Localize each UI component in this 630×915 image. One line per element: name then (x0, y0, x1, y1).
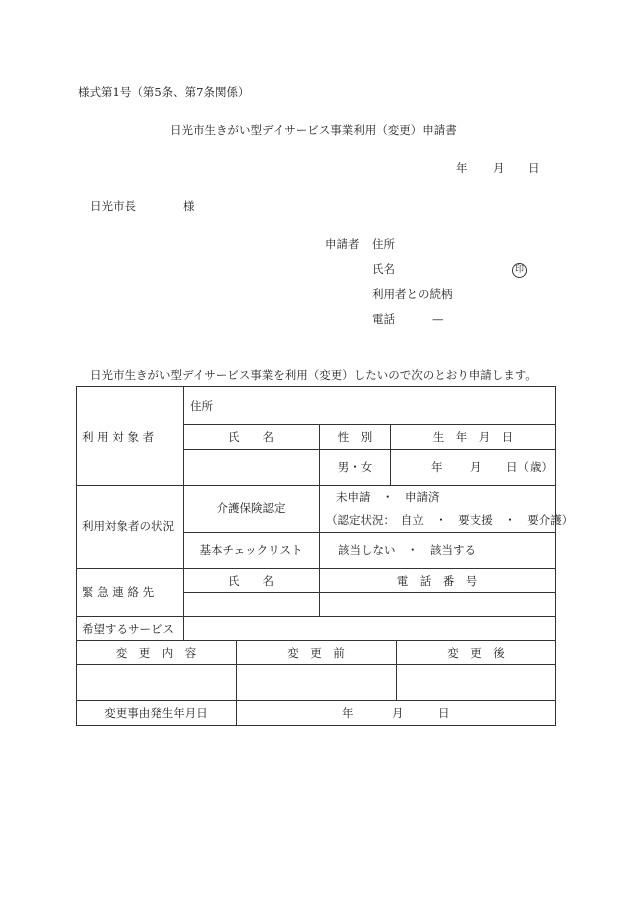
user-sex-header: 性 別 (337, 430, 373, 444)
date-year-label: 年 (456, 161, 468, 175)
seal-icon: 印 (512, 263, 527, 278)
user-address-label: 住所 (190, 399, 213, 413)
addressee-name: 日光市長 (90, 199, 136, 213)
change-date-month: 月 (392, 706, 404, 720)
page-title: 日光市生きがい型デイサービス事業利用（変更）申請書 (170, 123, 457, 137)
care-status-line2: （認定状況： 自立 ・ 要支援 ・ 要介護） (326, 513, 574, 527)
change-date-year: 年 (342, 706, 354, 720)
statement-text: 日光市生きがい型デイサービス事業を利用（変更）したいので次のとおり申請します。 (90, 368, 537, 382)
change-date-label: 変更事由発生年月日 (104, 706, 208, 720)
applicant-name-label: 氏名 (372, 262, 395, 276)
birth-day-label: 日（ (506, 460, 529, 474)
user-name-header: 氏 名 (228, 430, 274, 444)
change-before-header: 変 更 前 (287, 646, 345, 660)
emergency-name-header: 氏 名 (228, 574, 274, 588)
care-status-line1: 未申請 ・ 申請済 (336, 490, 440, 504)
desired-service-label: 希望するサービス (82, 622, 174, 636)
change-after-header: 変 更 後 (447, 646, 505, 660)
birth-year-label: 年 (431, 460, 443, 474)
applicant-phone-dash: — (432, 312, 444, 326)
target-user-label: 利 用 対 象 者 (82, 430, 155, 444)
applicant-address-label: 住所 (372, 237, 395, 251)
birth-age-label: 歳） (530, 460, 553, 474)
change-content-header: 変 更 内 容 (115, 646, 197, 660)
emergency-phone-header: 電 話 番 号 (396, 574, 478, 588)
applicant-label: 申請者 (325, 237, 360, 251)
status-label: 利用対象者の状況 (82, 519, 174, 533)
emergency-contact-label: 緊 急 連 絡 先 (82, 585, 155, 599)
date-month-label: 月 (493, 161, 505, 175)
applicant-relation-label: 利用者との続柄 (372, 287, 453, 301)
change-date-day: 日 (438, 706, 450, 720)
form-number: 様式第1号（第5条、第7条関係） (78, 85, 250, 99)
birth-month-label: 月 (470, 460, 482, 474)
care-insurance-label: 介護保険認定 (216, 501, 286, 515)
user-birthdate-header: 生 年 月 日 (432, 430, 514, 444)
date-day-label: 日 (528, 161, 540, 175)
checklist-label: 基本チェックリスト (199, 543, 303, 557)
checklist-options: 該当しない ・ 該当する (338, 543, 476, 557)
sex-options: 男・女 (337, 460, 373, 474)
addressee-honorific: 様 (183, 199, 195, 213)
applicant-phone-label: 電話 (372, 312, 395, 326)
